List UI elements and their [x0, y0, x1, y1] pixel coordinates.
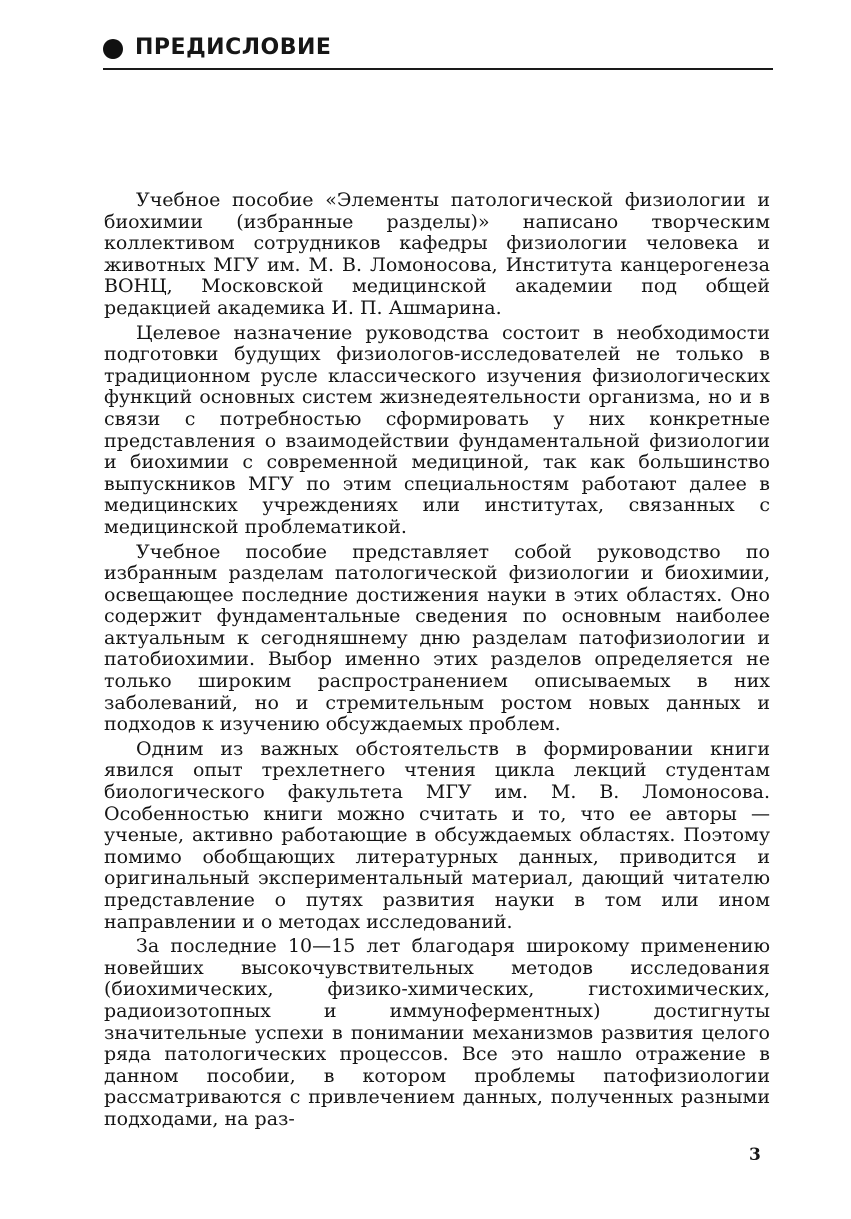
paragraph-3: Учебное пособие представляет собой руководство по избранным разделам патологической физиологии и биохимии, освещающее последние достижения науки в этих областях. Оно содержит фундаментальные сведения по основным наиболее актуальным к сегодняшнему дню разделам патофизиологии и патобиохимии. Выбор именно этих разделов определяется не только широким распространением описываемых в них заболеваний, но и стремительным ростом новых данных и подходов к изучению обсуждаемых проблем.: [104, 540, 770, 736]
paragraph-5: За последние 10—15 лет благодаря широкому применению новейших высокочувствительных методов исследования (биохимических, физико-химических, гистохимических, радиоизотопных и иммуноферментных) достигнуты значительные успехи в понимании механизмов развития целого ряда патологических процессов. Все это нашло отражение в данном пособии, в котором проблемы патофизиологии рассматриваются с привлечением данных, полученных разными подходами, на раз-: [104, 935, 770, 1130]
paragraph-2: Целевое назначение руководства состоит в необходимости подготовки будущих физиологов-исследователей не только в традиционном русле классического изучения физиологических функций основных систем жизнедеятельности организма, но и в связи с потребностью сформировать у них конкретные представления о взаимодействии фундаментальной физиологии и биохимии с современной медициной, так как большинство выпускников МГУ по этим специальностям работают далее в медицинских учреждениях или институтах, связанных с медицинской проблематикой.: [104, 321, 770, 538]
section-header: [103, 30, 773, 70]
paragraph-4: Одним из важных обстоятельств в формировании книги явился опыт трехлетнего чтения цикла лекций студентам биологического факультета МГУ им. М. В. Ломоносова. Особенностью книги можно считать и то, что ее авторы — ученые, активно работающие в обсуждаемых областях. Поэтому помимо обобщающих литературных данных, приводится и оригинальный экспериментальный материал, дающий читателю представление о путях развития науки в том или ином направлении и о методах исследований.: [104, 737, 770, 933]
paragraph-1: Учебное пособие «Элементы патологической физиологии и биохимии (избранные разделы)» написано творческим коллективом сотрудников кафедры физиологии человека и животных МГУ им. М. В. Ломоносова, Института канцерогенеза ВОНЦ, Московской медицинской академии под общей редакцией академика И. П. Ашмарина.: [104, 189, 770, 319]
body-text: [104, 190, 770, 1131]
page-number: 3: [749, 1145, 761, 1165]
section-title: ПРЕДИСЛОВИЕ: [135, 35, 332, 60]
bullet-icon: [103, 39, 123, 59]
